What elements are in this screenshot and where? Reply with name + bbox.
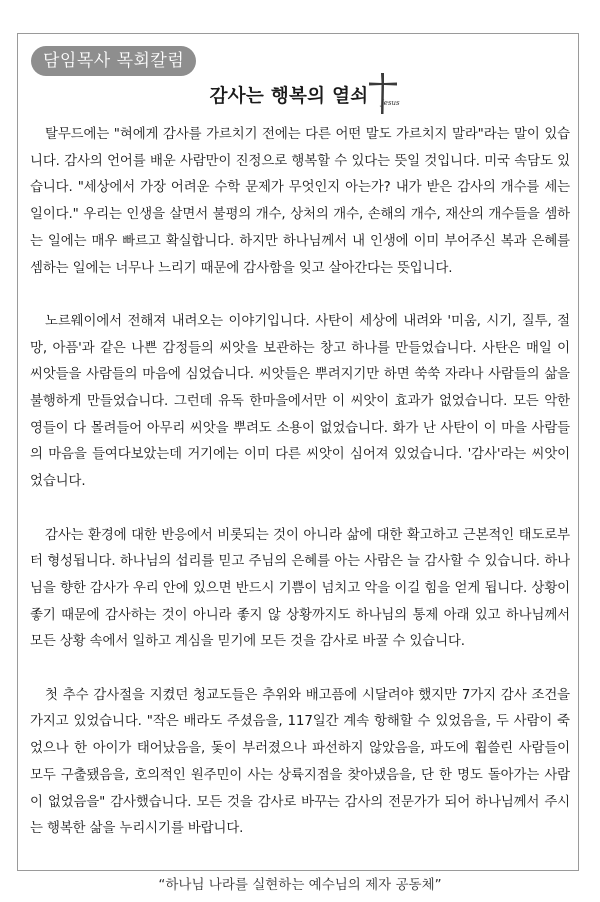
- paragraph: 노르웨이에서 전해져 내려오는 이야기입니다. 사탄이 세상에 내려와 '미움, 시기, 질투, 절망, 아픔'과 같은 나쁜 감정들의 씨앗을 보관하는 창고 하나를 만들었습니다. 사탄은 매일 이 씨앗들을 사람들의 마음에 심었습니다. 씨앗들은 뿌려지기만 하면 쑥쑥 자라나 사람들의 삶을 불행하게 만들었습니다. 그런데 유독 한마을에서만 이 씨앗이 효과가 없었습니다. 모든 악한 영들이 다 몰려들어 아무리 씨앗을 뿌려도 소용이 없었습니다. 화가 난 사탄이 이 마을 사람들의 마음을 들여다보았는데 거기에는 이미 다른 씨앗이 심어져 있었습니다. '감사'라는 씨앗이었습니다.: [30, 313, 570, 490]
- paragraph: 첫 추수 감사절을 지켰던 청교도들은 추위와 배고픔에 시달려야 했지만 7가지 감사 조건을 가지고 있었습니다. "작은 배라도 주셨음을, 117일간 계속 항해할 수 있었음을, 두 사람이 죽었으나 한 아이가 태어났음을, 돛이 부러졌으나 파선하지 않았음을, 파도에 휩쓸린 사람들이 모두 구출됐음을, 호의적인 원주민이 사는 상륙지점을 찾아냈음을, 단 한 명도 돌아가는 사람이 없었음을" 감사했습니다. 모든 것을 감사로 바꾸는 감사의 전문가가 되어 하나님께서 주시는 행복한 삶을 누리시기를 바랍니다.: [30, 687, 570, 837]
- cross-label: Jesus: [381, 99, 400, 107]
- paragraph: 감사는 환경에 대한 반응에서 비롯되는 것이 아니라 삶에 대한 확고하고 근본적인 태도로부터 형성됩니다. 하나님의 섭리를 믿고 주님의 은혜를 아는 사람은 늘 감사할 수 있습니다. 하나님을 향한 감사가 우리 안에 있으면 반드시 기쁨이 넘치고 악을 이길 힘을 얻게 됩니다. 상황이 좋기 때문에 감사하는 것이 아니라 좋지 않 상황까지도 하나님의 통제 아래 있고 하나님께서 모든 상황 속에서 일하고 계심을 믿기에 모든 것을 감사로 바꿀 수 있습니다.: [30, 527, 570, 650]
- column-title: 감사는 행복의 열쇠: [209, 86, 369, 107]
- column-body: [30, 122, 570, 843]
- column-category-badge: 담임목사 목회칼럼: [31, 46, 196, 76]
- paragraph: 탈무드에는 "혀에게 감사를 가르치기 전에는 다른 어떤 말도 가르치지 말라"라는 말이 있습니다. 감사의 언어를 배운 사람만이 진정으로 행복할 수 있다는 뜻일 것입니다. 미국 속담도 있습니다. "세상에서 가장 어려운 수학 문제가 무엇인지 아는가? 내가 받은 감사의 개수를 세는 일이다." 우리는 인생을 살면서 불평의 개수, 상처의 개수, 손해의 개수, 재산의 개수들을 셈하는 일에는 매우 빠르고 확실합니다. 하지만 하나님께서 내 인생에 이미 부어주신 복과 은혜를 셈하는 일에는 너무나 느리기 때문에 감사함을 잊고 살아간다는 뜻입니다.: [30, 127, 570, 276]
- church-motto: “하나님 나라를 실현하는 예수님의 제자 공동체”: [158, 877, 442, 893]
- cross-icon: [366, 70, 400, 116]
- column-title-row: [0, 80, 600, 114]
